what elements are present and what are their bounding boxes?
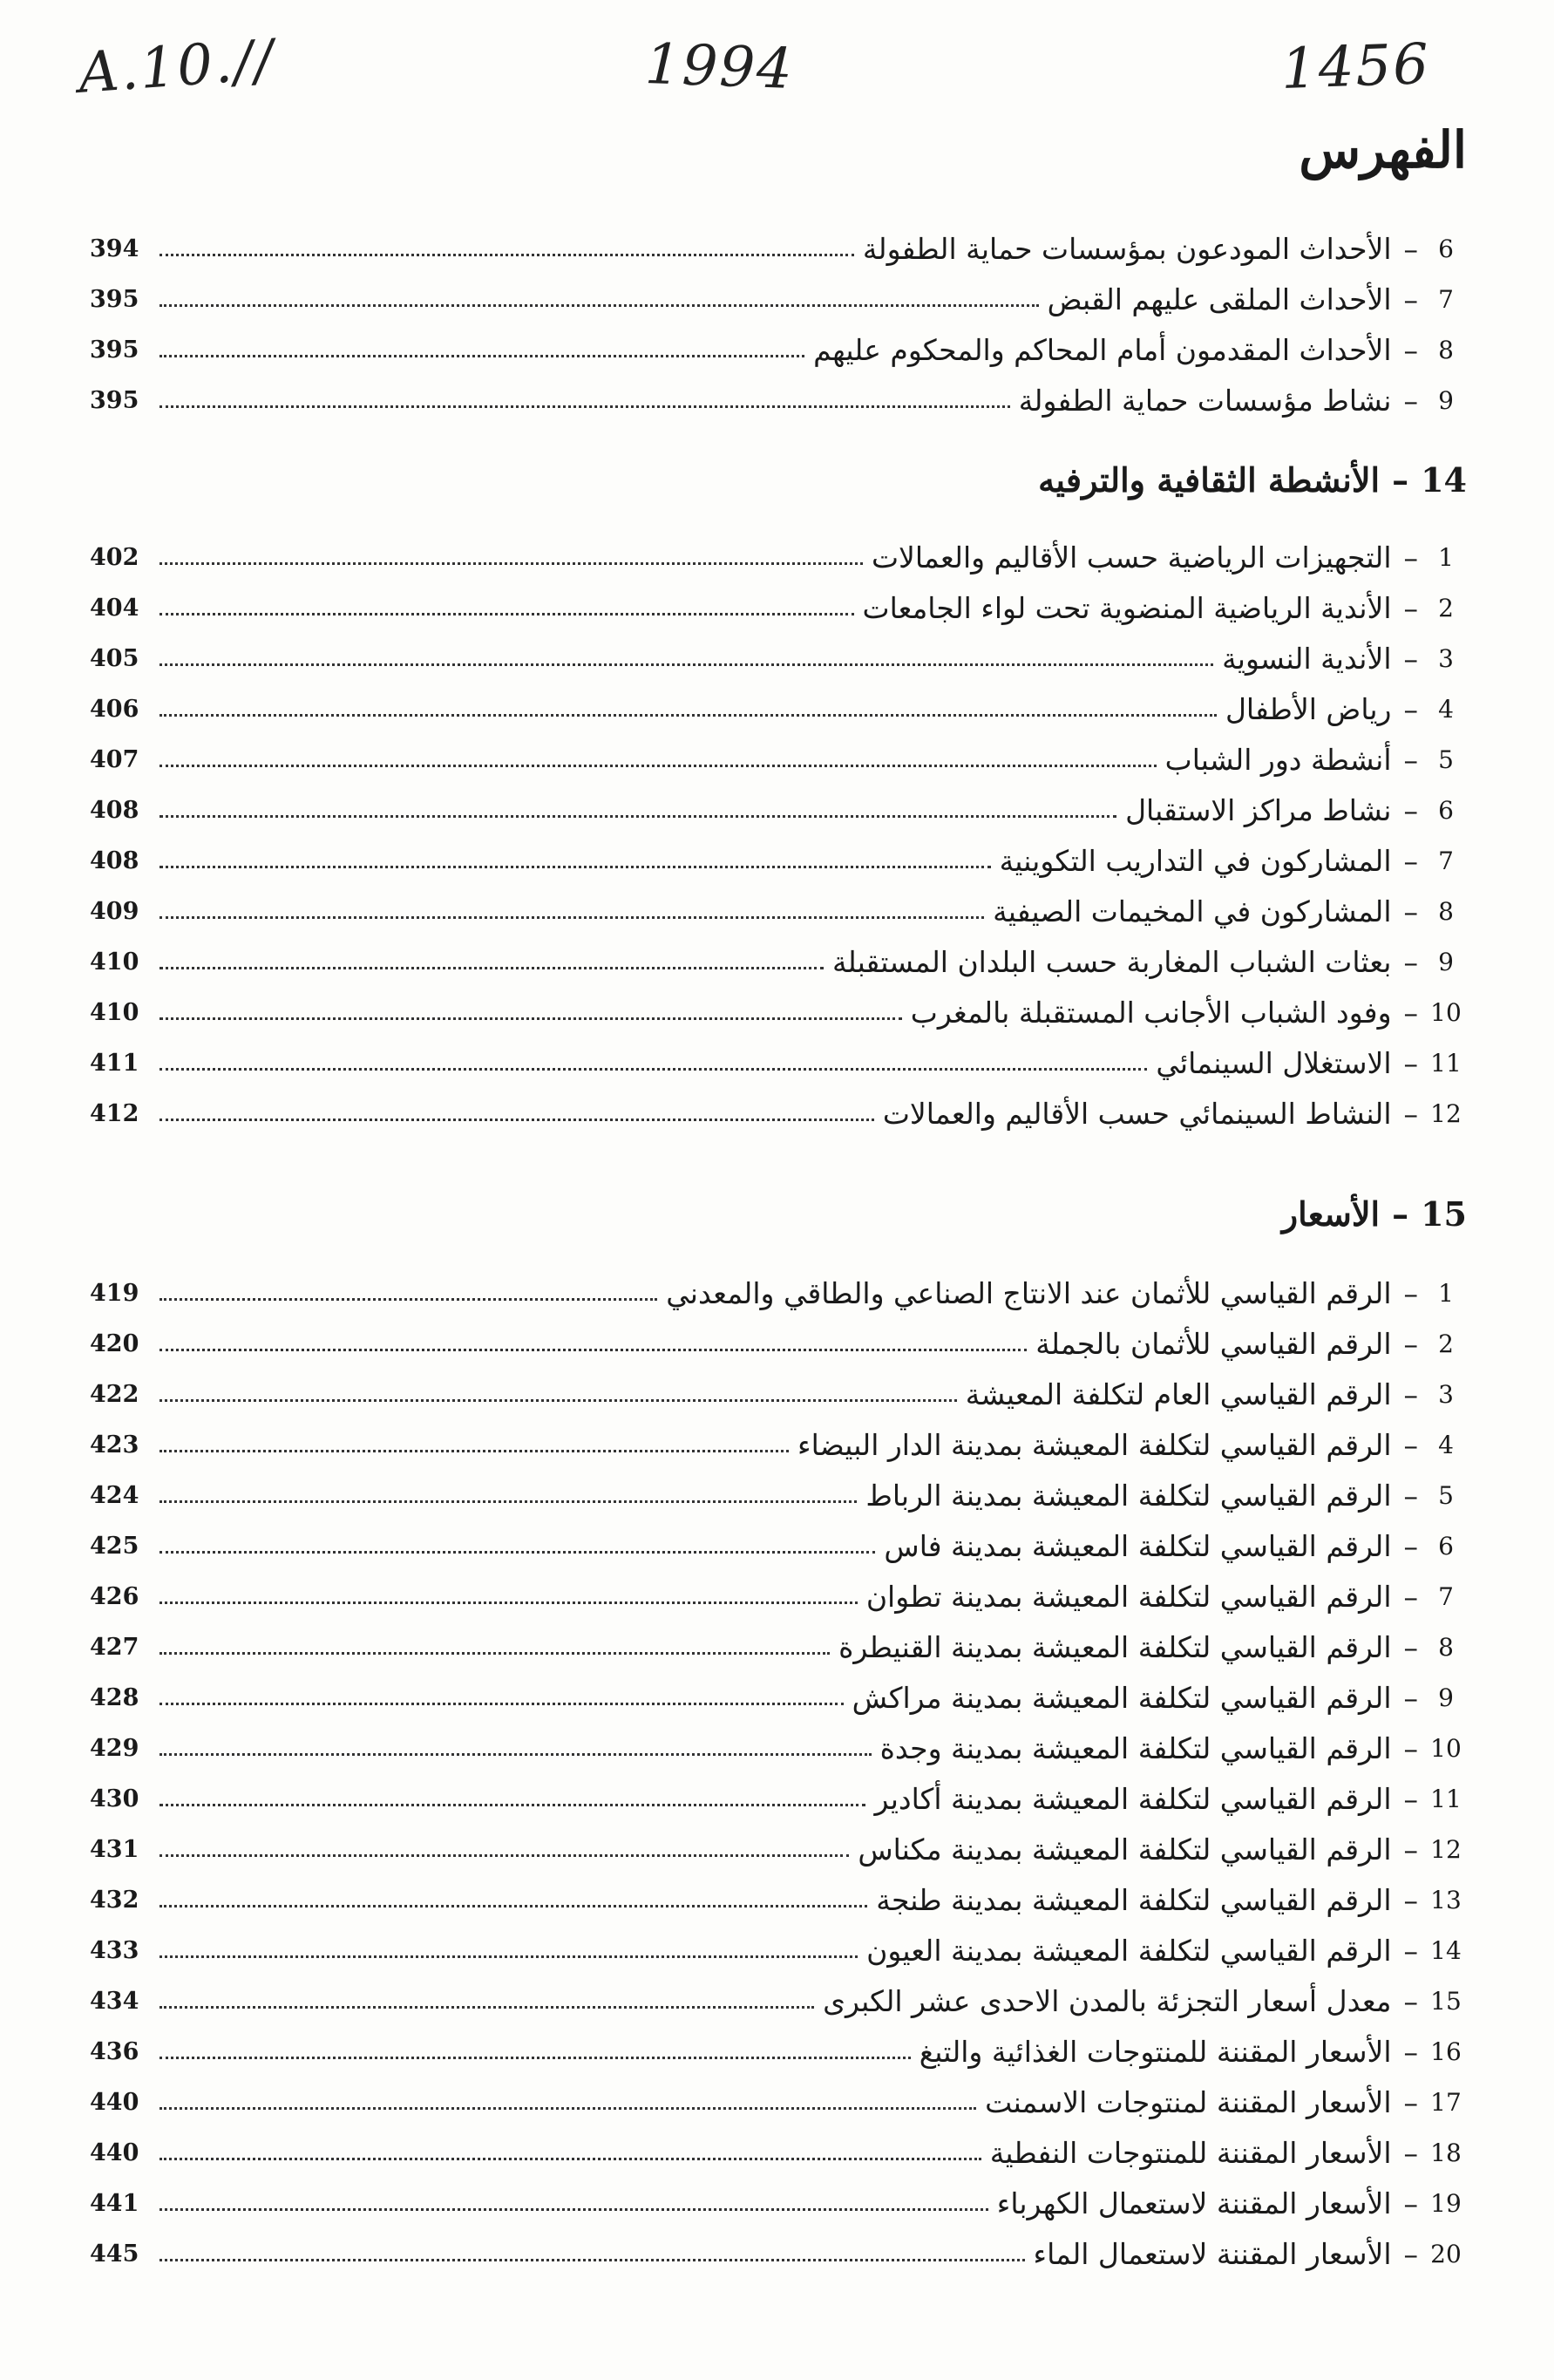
entry-label: الأسعار المقننة لاستعمال الماء <box>1033 2236 1392 2271</box>
toc-entry <box>90 1271 1467 1315</box>
entry-label: الرقم القياسي لتكلفة المعيشة بمدينة وجدة <box>879 1731 1392 1765</box>
entry-label: الرقم القياسي لتكلفة المعيشة بمدينة الدار البيضاء <box>797 1427 1392 1462</box>
entry-page-number: 412 <box>90 1099 139 1127</box>
handwritten-mark-middle: 1994 <box>643 32 796 102</box>
dot-leader <box>159 1450 789 1452</box>
dot-leader <box>159 663 1213 666</box>
entry-dash: – <box>1403 1731 1418 1765</box>
entry-label: الرقم القياسي لتكلفة المعيشة بمدينة طنجة <box>876 1882 1392 1917</box>
entry-number: 4 <box>1438 694 1454 724</box>
entry-page-number: 427 <box>90 1633 139 1661</box>
dot-leader <box>159 1804 865 1806</box>
section-heading <box>1038 460 1467 500</box>
entry-page-number: 410 <box>90 948 139 976</box>
dot-leader <box>159 1349 1027 1351</box>
dot-leader <box>159 2006 814 2009</box>
entry-dash: – <box>1403 1326 1418 1361</box>
dot-leader <box>159 1298 657 1301</box>
entry-label: الاستغلال السينمائي <box>1156 1045 1392 1080</box>
dot-leader <box>159 765 1157 767</box>
entry-label: الأسعار المقننة لمنتوجات الاسمنت <box>985 2084 1392 2119</box>
entry-number: 18 <box>1430 2138 1462 2167</box>
entry-label: رياض الأطفال <box>1225 691 1392 726</box>
entry-label: الرقم القياسي العام لتكلفة المعيشة <box>965 1377 1392 1411</box>
entry-page-number: 405 <box>90 644 139 672</box>
entry-label: الرقم القياسي لتكلفة المعيشة بمدينة مكناس <box>858 1832 1392 1867</box>
toc-entry <box>90 636 1467 680</box>
dot-leader <box>159 2057 911 2059</box>
dot-leader <box>159 1854 849 1857</box>
dot-leader <box>159 815 1116 818</box>
entry-number: 15 <box>1430 1986 1462 2016</box>
toc-entry <box>90 2080 1467 2124</box>
entry-page-number: 436 <box>90 2037 139 2065</box>
entry-number: 3 <box>1438 643 1454 673</box>
section-dash: – <box>1392 460 1409 500</box>
dot-leader <box>159 866 991 868</box>
dot-leader <box>159 405 1010 408</box>
entry-label: الأسعار المقننة للمنتوجات النفطية <box>989 2135 1392 2170</box>
entry-page-number: 433 <box>90 1936 139 1964</box>
entry-number: 8 <box>1438 335 1454 364</box>
entry-number: 5 <box>1438 745 1454 774</box>
entry-dash: – <box>1403 2236 1418 2271</box>
toc-entry <box>90 687 1467 731</box>
entry-label: معدل أسعار التجزئة بالمدن الاحدى عشر الكبرى <box>823 1983 1392 2018</box>
entry-number: 11 <box>1430 1048 1462 1078</box>
entry-dash: – <box>1403 1579 1418 1614</box>
dot-leader <box>159 1601 858 1604</box>
dot-leader <box>159 355 804 357</box>
entry-page-number: 419 <box>90 1279 139 1307</box>
entry-label: الرقم القياسي لتكلفة المعيشة بمدينة تطوان <box>865 1579 1392 1614</box>
toc-entry <box>90 1524 1467 1567</box>
entry-page-number: 395 <box>90 285 139 313</box>
entry-dash: – <box>1403 1629 1418 1664</box>
toc-entry <box>90 2232 1467 2275</box>
entry-page-number: 434 <box>90 1987 139 2015</box>
entry-label: النشاط السينمائي حسب الأقاليم والعمالات <box>882 1096 1392 1131</box>
entry-number: 10 <box>1430 997 1462 1027</box>
entry-dash: – <box>1403 1045 1418 1080</box>
toc-entry <box>90 1979 1467 2023</box>
entry-number: 19 <box>1430 2188 1462 2218</box>
section-dash: – <box>1392 1194 1409 1234</box>
entry-page-number: 426 <box>90 1582 139 1610</box>
entry-label: الأسعار المقننة لاستعمال الكهرباء <box>996 2186 1392 2220</box>
entry-label: الرقم القياسي لتكلفة المعيشة بمدينة القنيطرة <box>838 1629 1392 1664</box>
entry-label: الرقم القياسي لتكلفة المعيشة بمدينة الرباط <box>865 1478 1392 1513</box>
entry-number: 17 <box>1430 2087 1462 2117</box>
entry-label: المشاركون في المخيمات الصيفية <box>993 894 1392 928</box>
entry-dash: – <box>1403 282 1418 316</box>
toc-entry <box>90 1574 1467 1618</box>
toc-entry <box>90 940 1467 983</box>
entry-number: 16 <box>1430 2037 1462 2066</box>
entry-page-number: 408 <box>90 847 139 874</box>
entry-label: الأحداث الملقى عليهم القبض <box>1047 282 1392 316</box>
entry-page-number: 430 <box>90 1785 139 1812</box>
entry-page-number: 429 <box>90 1734 139 1762</box>
entry-number: 7 <box>1438 846 1454 875</box>
entry-dash: – <box>1403 1528 1418 1563</box>
entry-label: نشاط مؤسسات حماية الطفولة <box>1018 383 1392 418</box>
entry-label: الرقم القياسي لتكلفة المعيشة بمدينة فاس <box>884 1528 1392 1563</box>
entry-dash: – <box>1403 742 1418 777</box>
dot-leader <box>159 1399 957 1402</box>
entry-page-number: 395 <box>90 336 139 364</box>
entry-page-number: 409 <box>90 897 139 925</box>
entry-number: 6 <box>1438 1531 1454 1561</box>
entry-dash: – <box>1403 590 1418 625</box>
entry-label: الأسعار المقننة للمنتوجات الغذائية والتبغ <box>919 2034 1392 2069</box>
dot-leader <box>159 1703 844 1705</box>
entry-page-number: 425 <box>90 1532 139 1560</box>
toc-entry <box>90 1372 1467 1416</box>
handwritten-mark-right: 1456 <box>1279 32 1432 102</box>
dot-leader <box>159 1551 875 1554</box>
entry-number: 20 <box>1430 2239 1462 2268</box>
entry-dash: – <box>1403 1781 1418 1816</box>
dot-leader <box>159 1119 874 1121</box>
entry-page-number: 440 <box>90 2139 139 2166</box>
toc-entry <box>90 2030 1467 2073</box>
dot-leader <box>159 2158 981 2160</box>
entry-dash: – <box>1403 1096 1418 1131</box>
toc-entry <box>90 889 1467 933</box>
toc-entry <box>90 1625 1467 1669</box>
entry-number: 1 <box>1438 542 1454 572</box>
toc-entry <box>90 535 1467 579</box>
dot-leader <box>159 1652 830 1655</box>
dot-leader <box>159 1017 902 1020</box>
entry-dash: – <box>1403 1680 1418 1715</box>
entry-dash: – <box>1403 2084 1418 2119</box>
dot-leader <box>159 1753 872 1756</box>
entry-label: الأندية الرياضية المنضوية تحت لواء الجامعات <box>862 590 1392 625</box>
entry-dash: – <box>1403 2186 1418 2220</box>
entry-page-number: 432 <box>90 1886 139 1914</box>
entry-dash: – <box>1403 332 1418 367</box>
entry-page-number: 394 <box>90 235 139 262</box>
entry-dash: – <box>1403 1933 1418 1968</box>
entry-label: نشاط مراكز الاستقبال <box>1125 792 1392 827</box>
toc-entry <box>90 2131 1467 2174</box>
entry-dash: – <box>1403 894 1418 928</box>
entry-page-number: 445 <box>90 2240 139 2268</box>
toc-entry <box>90 738 1467 781</box>
toc-entry <box>90 788 1467 832</box>
dot-leader <box>159 304 1039 307</box>
page-title: الفهرس <box>1299 120 1467 180</box>
entry-page-number: 402 <box>90 543 139 571</box>
entry-dash: – <box>1403 691 1418 726</box>
dot-leader <box>159 2259 1025 2261</box>
entry-page-number: 441 <box>90 2189 139 2217</box>
entry-number: 9 <box>1438 385 1454 415</box>
section-number: 14 <box>1421 460 1467 500</box>
dot-leader <box>159 1955 858 1958</box>
entry-page-number: 395 <box>90 386 139 414</box>
entry-label: أنشطة دور الشباب <box>1164 742 1392 777</box>
entry-dash: – <box>1403 1832 1418 1867</box>
entry-dash: – <box>1403 1882 1418 1917</box>
entry-label: وفود الشباب الأجانب المستقبلة بالمغرب <box>910 995 1392 1030</box>
entry-label: الأحداث المودعون بمؤسسات حماية الطفولة <box>862 231 1392 266</box>
entry-label: الرقم القياسي للأثمان عند الانتاج الصناعي والطاقي والمعدني <box>666 1275 1392 1310</box>
entry-dash: – <box>1403 1275 1418 1310</box>
toc-entry <box>90 1726 1467 1770</box>
section-title-text: الأسعار <box>1281 1194 1381 1234</box>
toc-entry <box>90 990 1467 1034</box>
toc-entry <box>90 1878 1467 1921</box>
entry-page-number: 422 <box>90 1380 139 1408</box>
entry-dash: – <box>1403 944 1418 979</box>
dot-leader <box>159 1500 857 1503</box>
toc-entry <box>90 839 1467 882</box>
dot-leader <box>159 714 1217 717</box>
dot-leader <box>159 1068 1147 1071</box>
entry-number: 2 <box>1438 1329 1454 1358</box>
entry-number: 12 <box>1430 1098 1462 1128</box>
toc-entry <box>90 1777 1467 1820</box>
toc-entry <box>90 1041 1467 1085</box>
entry-page-number: 423 <box>90 1431 139 1459</box>
entry-page-number: 428 <box>90 1683 139 1711</box>
entry-number: 6 <box>1438 795 1454 825</box>
entry-dash: – <box>1403 1377 1418 1411</box>
entry-page-number: 408 <box>90 796 139 824</box>
entry-number: 2 <box>1438 593 1454 622</box>
entry-label: الرقم القياسي لتكلفة المعيشة بمدينة مراكش <box>852 1680 1392 1715</box>
toc-entry <box>90 328 1467 371</box>
entry-dash: – <box>1403 641 1418 676</box>
toc-entry <box>90 1091 1467 1135</box>
entry-page-number: 431 <box>90 1835 139 1863</box>
handwritten-mark-left: A.10.// <box>76 28 277 106</box>
entry-page-number: 406 <box>90 695 139 723</box>
entry-number: 5 <box>1438 1480 1454 1510</box>
toc-entry <box>90 227 1467 270</box>
entry-label: الأندية النسوية <box>1222 641 1392 676</box>
entry-number: 1 <box>1438 1278 1454 1308</box>
entry-label: الرقم القياسي لتكلفة المعيشة بمدينة العيون <box>866 1933 1392 1968</box>
toc-entry <box>90 1676 1467 1719</box>
entry-label: المشاركون في التداريب التكوينية <box>999 843 1392 878</box>
entry-label: الرقم القياسي للأثمان بالجملة <box>1035 1326 1392 1361</box>
dot-leader <box>159 2107 976 2110</box>
entry-dash: – <box>1403 2135 1418 2170</box>
entry-dash: – <box>1403 231 1418 266</box>
entry-number: 12 <box>1430 1834 1462 1864</box>
entry-number: 6 <box>1438 234 1454 263</box>
entry-number: 9 <box>1438 1683 1454 1712</box>
entry-page-number: 407 <box>90 745 139 773</box>
toc-entry <box>90 1423 1467 1466</box>
entry-page-number: 420 <box>90 1329 139 1357</box>
dot-leader <box>159 613 854 615</box>
entry-number: 14 <box>1430 1935 1462 1965</box>
section-title-text: الأنشطة الثقافية والترفيه <box>1038 460 1381 500</box>
entry-dash: – <box>1403 1478 1418 1513</box>
entry-label: التجهيزات الرياضية حسب الأقاليم والعمالات <box>871 540 1392 575</box>
entry-dash: – <box>1403 383 1418 418</box>
entry-page-number: 411 <box>90 1049 139 1077</box>
toc-entry <box>90 1928 1467 1972</box>
entry-dash: – <box>1403 2034 1418 2069</box>
entry-number: 10 <box>1430 1733 1462 1763</box>
entry-label: الأحداث المقدمون أمام المحاكم والمحكوم عليهم <box>813 332 1392 367</box>
toc-entry <box>90 1827 1467 1871</box>
entry-dash: – <box>1403 995 1418 1030</box>
dot-leader <box>159 916 984 919</box>
entry-page-number: 440 <box>90 2088 139 2116</box>
entry-dash: – <box>1403 792 1418 827</box>
toc-entry <box>90 2181 1467 2225</box>
toc-entry <box>90 378 1467 422</box>
dot-leader <box>159 1905 867 1907</box>
dot-leader <box>159 562 863 565</box>
section-heading <box>1282 1194 1467 1234</box>
entry-dash: – <box>1403 540 1418 575</box>
entry-number: 11 <box>1430 1784 1462 1813</box>
entry-label: بعثات الشباب المغاربة حسب البلدان المستقبلة <box>831 944 1392 979</box>
entry-page-number: 410 <box>90 998 139 1026</box>
section-number: 15 <box>1421 1194 1467 1234</box>
entry-page-number: 404 <box>90 594 139 622</box>
entry-dash: – <box>1403 1427 1418 1462</box>
entry-number: 7 <box>1438 284 1454 314</box>
entry-dash: – <box>1403 1983 1418 2018</box>
toc-entry <box>90 586 1467 629</box>
dot-leader <box>159 967 824 969</box>
entry-number: 13 <box>1430 1885 1462 1914</box>
entry-dash: – <box>1403 843 1418 878</box>
entry-number: 4 <box>1438 1430 1454 1459</box>
dot-leader <box>159 2208 988 2211</box>
entry-number: 7 <box>1438 1581 1454 1611</box>
entry-number: 8 <box>1438 1632 1454 1662</box>
toc-entry <box>90 277 1467 321</box>
entry-number: 3 <box>1438 1379 1454 1409</box>
toc-entry <box>90 1322 1467 1365</box>
entry-number: 8 <box>1438 896 1454 926</box>
entry-label: الرقم القياسي لتكلفة المعيشة بمدينة أكادير <box>874 1781 1392 1816</box>
toc-entry <box>90 1473 1467 1517</box>
entry-page-number: 424 <box>90 1481 139 1509</box>
entry-number: 9 <box>1438 947 1454 976</box>
dot-leader <box>159 254 854 256</box>
